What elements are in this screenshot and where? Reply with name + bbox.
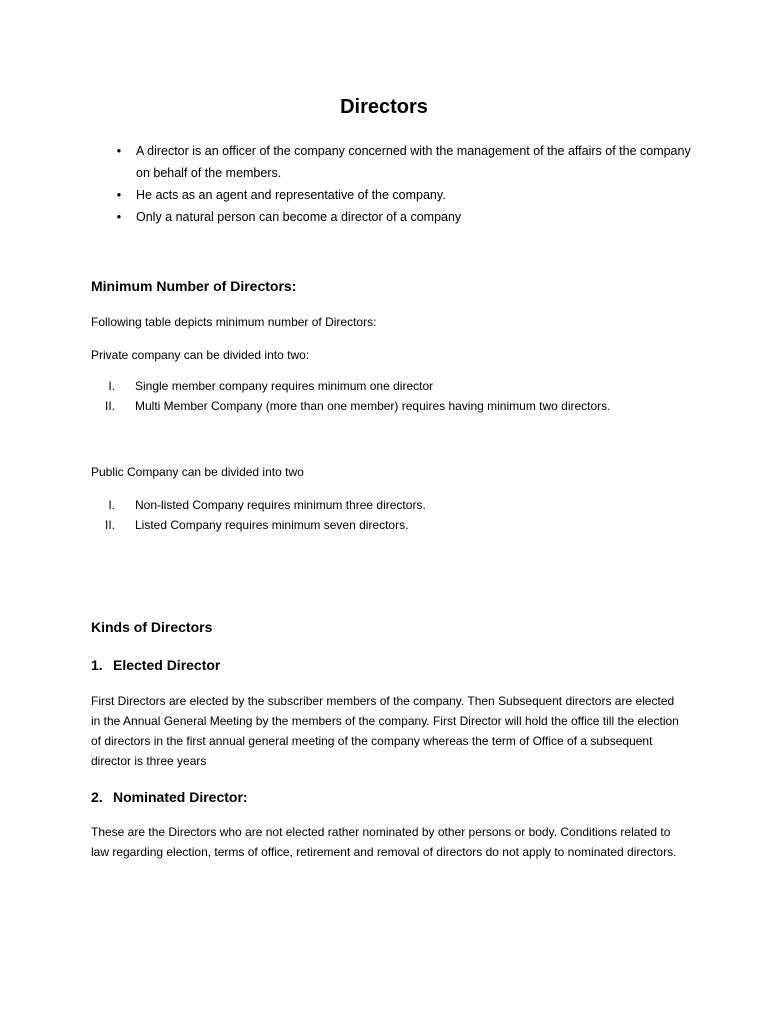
list-item [112,184,692,206]
heading-number: 2. [91,789,103,805]
list-number: I. [108,498,115,512]
public-company-intro: Public Company can be divided into two [91,465,304,479]
list-number: II. [104,518,115,532]
kinds-of-directors-heading: Kinds of Directors [91,619,213,635]
list-item [112,206,692,228]
list-number: I. [108,379,115,393]
list-text: Multi Member Company (more than one member) requires having minimum two directors. [135,399,611,413]
table-note: Following table depicts minimum number of Directors: [91,315,377,329]
list-text: Single member company requires minimum one director [135,379,434,393]
heading-text: Nominated Director: [113,789,248,805]
elected-director-paragraph: First Directors are elected by the subscriber members of the company. Then Subsequent directors are elected in the Annual General Meeting by the members of the company. First Director will hold the office till the election of directors in the first annual general meeting of the company whereas the term of Office of a subsequent director is three years [91,694,679,768]
bullet-text: Only a natural person can become a director of a company [136,210,462,224]
list-item [91,495,691,515]
list-item [112,140,692,184]
list-item [91,396,691,416]
bullet-icon: • [116,144,122,158]
private-company-list [91,376,691,416]
bullet-icon: • [116,210,122,224]
minimum-directors-heading: Minimum Number of Directors: [91,278,297,294]
bullet-text: He acts as an agent and representative of the company. [136,188,446,202]
nominated-director-heading [91,787,248,807]
elected-director-heading [91,655,220,675]
list-item [91,515,691,535]
list-item [91,376,691,396]
list-number: II. [104,399,115,413]
public-company-list [91,495,691,535]
private-company-intro: Private company can be divided into two: [91,348,310,362]
nominated-director-paragraph: These are the Directors who are not elected rather nominated by other persons or body. Conditions related to law regarding election, terms of office, retirement and removal of directors do not apply to nominated directors. [91,825,677,859]
heading-number: 1. [91,657,103,673]
bullet-icon: • [116,188,122,202]
list-text: Non-listed Company requires minimum three directors. [135,498,426,512]
list-text: Listed Company requires minimum seven directors. [135,518,409,532]
page-title: Directors [340,96,428,118]
intro-bullet-list [112,140,692,228]
heading-text: Elected Director [113,657,221,673]
bullet-text: A director is an officer of the company concerned with the management of the affairs of the company on behalf of the members. [136,144,691,180]
